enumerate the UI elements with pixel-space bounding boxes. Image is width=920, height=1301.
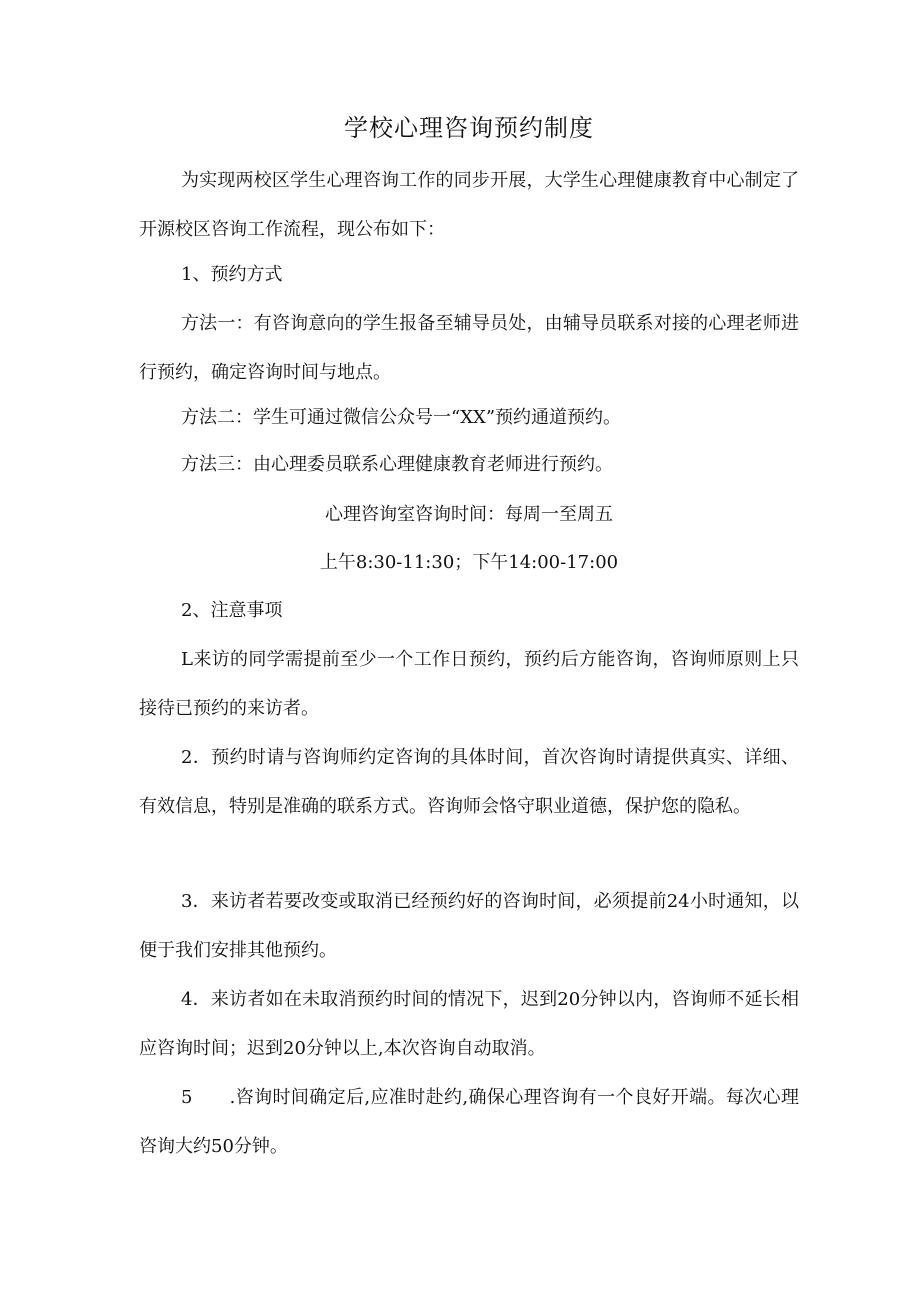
notice-item-5: 5 .咨询时间确定后,应准时赴约,确保心理咨询有一个良好开端。每次心理咨询大约50分钟。 bbox=[139, 1087, 799, 1157]
notice-item-3: 3．来访者若要改变或取消已经预约好的咨询时间，必须提前24小时通知，以便于我们安排其他预约。 bbox=[139, 891, 799, 961]
method-1-paragraph: 方法一：有咨询意向的学生报备至辅导员处，由辅导员联系对接的心理老师进行预约，确定咨询时间与地点。 bbox=[139, 313, 799, 383]
notice-item-2: 2．预约时请与咨询师约定咨询的具体时间，首次咨询时请提供真实、详细、有效信息，特别是准确的联系方式。咨询师会恪守职业道德，保护您的隐私。 bbox=[139, 747, 799, 817]
section-2-heading: 2、注意事项 bbox=[181, 600, 283, 621]
intro-paragraph: 为实现两校区学生心理咨询工作的同步开展，大学生心理健康教育中心制定了开源校区咨询工作流程，现公布如下： bbox=[139, 170, 799, 240]
notice-item-4: 4．来访者如在未取消预约时间的情况下，迟到20分钟以内，咨询师不延长相应咨询时间；迟到20分钟以上,本次咨询自动取消。 bbox=[139, 989, 799, 1059]
consult-hours-times: 上午8:30-11:30；下午14:00-17:00 bbox=[319, 552, 619, 573]
consult-hours-days: 心理咨询室咨询时间：每周一至周五 bbox=[325, 504, 613, 525]
method-2-paragraph: 方法二：学生可通过微信公众号一“XX”预约通道预约。 bbox=[181, 407, 622, 428]
method-3-paragraph: 方法三：由心理委员联系心理健康教育老师进行预约。 bbox=[181, 454, 613, 475]
notice-item-1: L来访的同学需提前至少一个工作日预约，预约后方能咨询，咨询师原则上只接待已预约的来访者。 bbox=[139, 649, 799, 719]
section-1-heading: 1、预约方式 bbox=[181, 264, 283, 285]
document-title: 学校心理咨询预约制度 bbox=[344, 114, 594, 142]
